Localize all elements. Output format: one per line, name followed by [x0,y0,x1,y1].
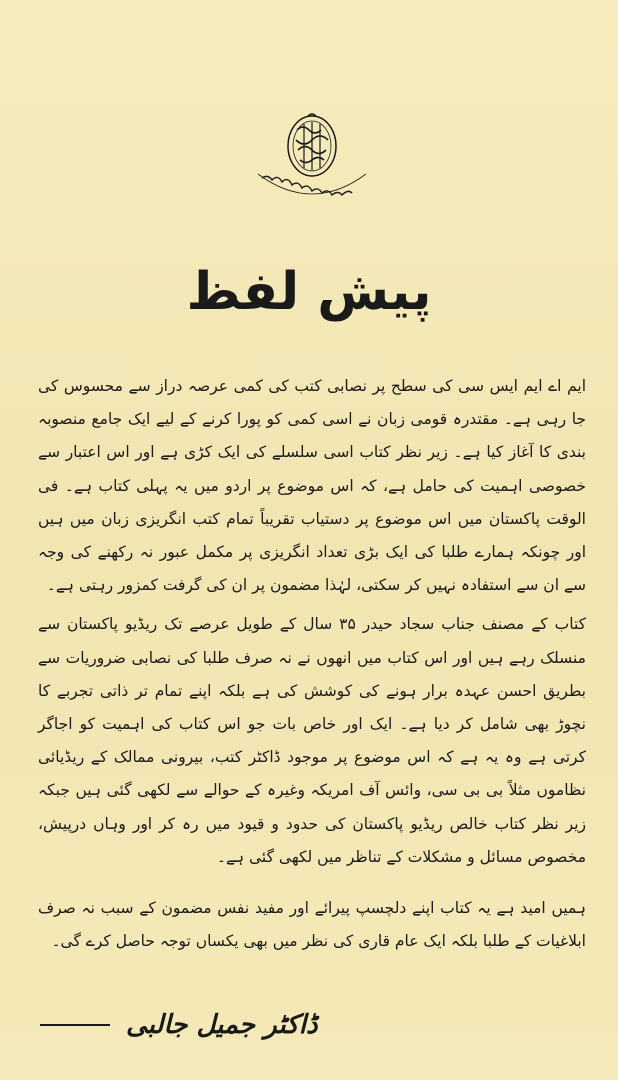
author-signature [40,1000,330,1050]
page-title: پیش لفظ [186,262,432,322]
paragraph: ہمیں امید ہے یہ کتاب اپنے دلچسپ پیرائے اور مفید نفس مضمون کے سبب نہ صرف ابلاغیات کے طلبا بلکہ ایک عام قاری کی نظر میں بھی یکساں توجہ حاصل کرے گی۔ [38,899,586,951]
preface-body [38,370,586,958]
signature-name: ڈاکٹر جمیل جالبی [126,1010,318,1040]
paragraph: ایم اے ایم ایس سی کی سطح پر نصابی کتب کی کمی عرصہ دراز سے محسوس کی جا رہی ہے۔ مقتدرہ قومی زبان نے اسی کمی کو پورا کرنے کے لیے ایک جامع منصوبہ بندی کا آغاز کیا ہے۔ زیر نظر کتاب اسی سلسلے کی ایک کڑی ہے اور اس اعتبار سے خصوصی اہمیت کی حامل ہے، کہ اس موضوع پر اردو میں یہ پہلی کتاب ہے۔ فی الوقت پاکستان میں اس موضوع پر دستیاب تقریباً تمام کتب انگریزی زبان میں ہیں اور چونکہ ہمارے طلبا کی ایک بڑی تعداد انگریزی پر مکمل عبور نہ رکھنے کی وجہ سے ان سے استفادہ نہیں کر سکتی، لہٰذا مضمون پر ان کی گرفت کمزور رہتی ہے۔ [38,377,586,595]
signature-dash [40,1024,110,1026]
paragraph: کتاب کے مصنف جناب سجاد حیدر ۳۵ سال کے طویل عرصے تک ریڈیو پاکستان سے منسلک رہے ہیں اور اس کتاب میں انھوں نے نہ صرف طلبا کی نصابی ضروریات سے بطریق احسن عہدہ برار ہونے کی کوشش کی ہے بلکہ اپنے تمام تر ذاتی تجربے کا نچوڑ بھی شامل کر دیا ہے۔ ایک اور خاص بات جو اس کتاب کی اہمیت کو اجاگر کرتی ہے وہ یہ ہے کہ اس موضوع پر موجود ڈاکٹر کتب، بیرونی ممالک کے ریڈیائی نظاموں مثلاً بی بی سی، وائس آف امریکہ وغیرہ کے حوالے سے لکھی گئی ہیں جبکہ زیر نظر کتاب خالص ریڈیو پاکستان کی حدود و قیود میں رہ کر اور وہاں درپیش، مخصوص مسائل و مشکلات کے تناظر میں لکھی گئی ہے۔ [38,615,587,866]
bismillah-calligraphy-emblem-icon [252,112,372,204]
